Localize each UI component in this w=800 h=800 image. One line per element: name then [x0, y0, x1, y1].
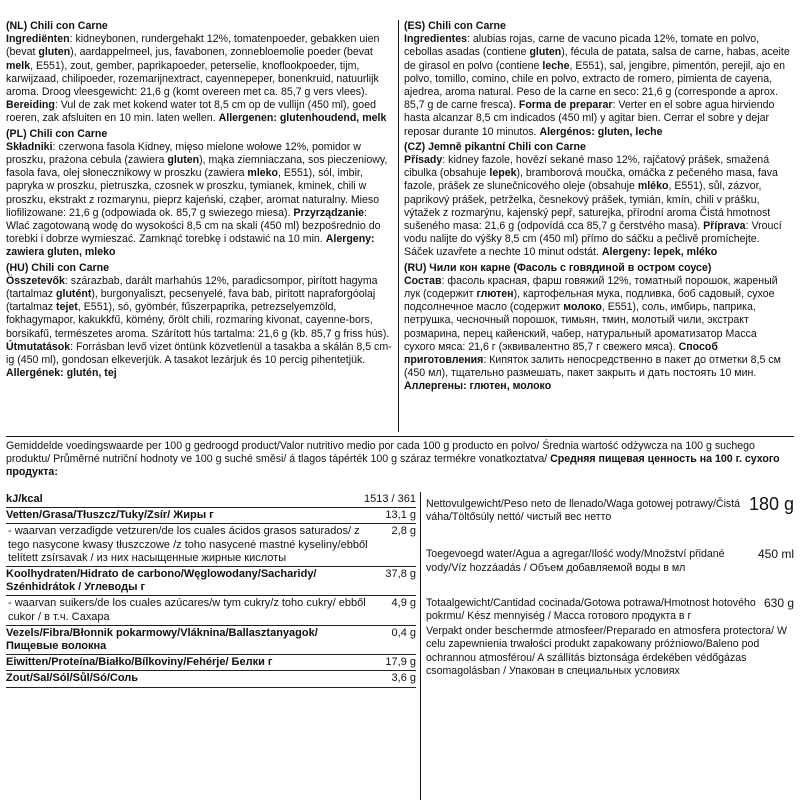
- allergen-statement: Alergeny: zawiera gluten, mleko: [6, 233, 375, 259]
- nutrition-header: [6, 440, 794, 480]
- ingredients-text: ), mąka ziemniaczana, sos pieczeniowy, fasola fava, olej słonecznikowy w proszku (zawiera: [6, 154, 388, 180]
- nutrient-name: kJ/kcal: [6, 493, 43, 505]
- preparation-text: : Кипяток залить непосредственно в пакет до отметки 8,5 см (450 мл), тщательно размешать, пакет закрыть и дать постоять 10 мин.: [404, 354, 781, 380]
- total-weight-row: [426, 597, 794, 623]
- packaging-note: Verpakt onder beschermde atmosfeer/Preparado en atmosfera protectora/ W celu zapewnienia trwałości produkt zapakowany próżniowo/Baleno pod ochrannou atmosférou/ A szállítás biztonsága érdekében védőgázas csomagolásban / Упакован в специальных условиях: [426, 625, 787, 677]
- section-title: (RU) Чили кон карне (Фасоль с говядиной в остром соусе): [404, 261, 712, 274]
- nutrition-divider: [420, 492, 421, 800]
- net-weight-value: 180 g: [748, 494, 794, 514]
- nutrient-value: 4,9 g: [391, 597, 416, 610]
- ingredients-label: Přísady: [404, 154, 443, 167]
- section-cz: [404, 141, 790, 260]
- section-title: (HU) Chili con Carne: [6, 261, 109, 274]
- nutrient-value: 37,8 g: [385, 568, 416, 581]
- preparation-label: Útmutatások: [6, 340, 71, 353]
- water-value: 450 ml: [757, 547, 794, 562]
- allergen-statement: Alergénos: gluten, leche: [539, 125, 663, 138]
- preparation-text: : Forrásban levő vizet öntünk közvetlenül a tasakba a skálán 8,5 cm-ig (450 ml), gondosan elkeverjük. A tasakot lezárjuk és 10 percig pihentetjük.: [6, 340, 392, 367]
- nutrition-table: [6, 492, 416, 688]
- ingredients-text: , E551), соль, имбирь, паприка, петрушка, чесночный порошок, тимьян, тмин, молотый чили, экстракт розмарина, перец кайенский, чабер, натуральный ароматизатор Масса сухого мяса: 21,6 г (эквивалентно 85,7 г свежего мяса).: [404, 301, 757, 353]
- ingredients-text: , E551), sůl, zázvor, paprikový prášek, petrželka, česnekový prášek, tymián, kmín, chili v prášku, výtažek z rozmarýnu, kajenský pepř, saturejka, přírodní aroma Čistá hmotnost sušeného masa: 21,6 g (odpovídá cca 85,7 g čerstvého masa).: [404, 180, 771, 233]
- section-title: (ES) Chili con Carne: [404, 20, 506, 32]
- nutrient-value: 3,6 g: [391, 672, 416, 685]
- ingredients-label: Состав: [404, 274, 442, 287]
- total-weight-value: 630 g: [763, 595, 794, 610]
- section-nl: [6, 20, 392, 126]
- ingredients-text: : alubias rojas, carne de vacuno picada 12%, tomate en polvo, cebollas asadas (contiene: [404, 33, 760, 59]
- nutrition-row-salt: [6, 671, 416, 687]
- nutrition-row-saturates: [6, 524, 416, 567]
- ingredients-text: ), burgonyaliszt, pecsenyelé, fava bab, pirított napraforgóolaj (tartalmaz: [6, 288, 376, 314]
- preparation-text: : Vul de zak met kokend water tot 8,5 cm op de vullijn (450 ml), goed roeren, zak afsluiten en 10 min. laten wellen.: [6, 99, 376, 125]
- preparation-text: : Vroucí vodu nalijte do výšky 8,5 cm (450 ml) přímo do sáčku a pečlivě promíchejte. Sáček uzavřete a nechte 10 minut odstát.: [404, 220, 782, 259]
- nutrition-row-fat: [6, 508, 416, 524]
- section-ru: [404, 262, 790, 394]
- allergen-word: leche: [542, 59, 570, 72]
- ingredients-text: , E551), zout, gember, paprikapoeder, peterselie, knoflookpoeder, tijm, karwijzaad, chilipoeder, rozemarijnextract, cayennepeper, bonenkruid, natuurlijk aroma. Droog vleesgewicht: 21,6 g (komt overeen met ca. 85,7 g vers vlees).: [6, 59, 379, 99]
- nutrient-name: - waarvan verzadigde vetzuren/de los cuales ácidos grasos saturados/ z tego nasycone kwasy tłuszczowe /z toho nasycené mastné kyseliny/ebből telített zsírsavak / из них насыщенные жирные кислоты: [8, 525, 368, 564]
- allergen-word: gluten: [167, 154, 200, 167]
- net-weight-label: Nettovulgewicht/Peso neto de llenado/Waga gotowej potrawy/Čistá váha/Töltősúly nettó/ чистый вес нетто: [426, 498, 741, 524]
- ingredients-text: , E551), só, gyömbér, fűszerpaprika, petrezselyemzöld, fokhagymapor, kakukkfű, kömény, őrölt chili, rozmaring kivonat, cayenne-bors, borsikafű, természetes aroma. Szárított hús tartalma: 21,6 g (kb. 85,7 g friss hús).: [6, 301, 390, 340]
- nutrient-value: 17,9 g: [385, 656, 416, 669]
- ingredients-text: ), fécula de patata, salsa de carne, habas, aceite de girasol en polvo (contiene: [404, 46, 790, 72]
- nutrition-row-protein: [6, 655, 416, 671]
- nutrient-name: - waarvan suikers/de los cuales azúcares/w tym cukry/z toho cukry/ ebből cukor / в т.ч. Сахара: [8, 597, 366, 623]
- preparation-text: : Wlać zagotowaną wodę do wysokości 8,5 cm na skali (450 ml) bezpośrednio do torebki i dobrze wymieszać. Zamknąć torebkę i odstawić na 10 min.: [6, 206, 381, 246]
- allergen-word: gluten: [38, 46, 71, 59]
- nutrient-name: Koolhydraten/Hidrato de carbono/Węglowodany/Sacharidy/ Szénhidrátok / Углеводы г: [6, 568, 317, 594]
- section-title: (PL) Chili con Carne: [6, 127, 108, 140]
- net-weight-row: [426, 494, 794, 524]
- allergen-statement: Alergeny: lepek, mléko: [601, 246, 718, 259]
- preparation-label: Способ приготовления: [404, 340, 718, 367]
- nutrition-row-fibre: [6, 626, 416, 655]
- preparation-label: Forma de preparar: [518, 99, 613, 112]
- nutrition-header-ru: Средняя пищевая ценность на 100 г. сухого продукта:: [6, 453, 780, 479]
- preparation-label: Przyrządzanie: [293, 206, 365, 219]
- section-title: (NL) Chili con Carne: [6, 20, 108, 32]
- ingredients-text: : szárazbab, darált marhahús 12%, paradicsompor, pirított hagyma (tartalmaz: [6, 274, 378, 301]
- column-divider: [398, 20, 399, 432]
- ingredients-text: ), aardappelmeel, jus, favabonen, zonnebloemolie poeder (bevat: [70, 46, 373, 59]
- water-label: Toegevoegd water/Agua a agregar/Ilość wody/Množství přidané vody/Víz hozzáadás / Объем добавляемой воды в мл: [426, 548, 725, 574]
- ingredients-text: : czerwona fasola Kidney, mięso mielone wołowe 12%, pomidor w proszku, prażona cebula (zawiera: [6, 140, 361, 167]
- allergen-word: tejet: [56, 301, 78, 314]
- ingredients-text: : фасоль красная, фарш говяжий 12%, томатный порошок, жареный лук (содержит: [404, 274, 778, 301]
- allergen-statement: Allergének: glutén, tej: [6, 367, 117, 380]
- section-hu: [6, 262, 392, 381]
- allergen-word: glutént: [56, 288, 92, 301]
- preparation-label: Bereiding: [6, 99, 55, 112]
- nutrient-name: Zout/Sal/Sól/Sůl/Só/Соль: [6, 672, 139, 685]
- ingredients-label: Ingrediënten: [6, 33, 70, 46]
- section-es: [404, 20, 790, 139]
- water-row: [426, 548, 794, 574]
- allergen-word: mleko: [247, 167, 279, 180]
- total-weight-label: Totaalgewicht/Cantidad cocinada/Gotowa potrawa/Hmotnost hotového pokrmu/ Kész mennyiség / Масса готового продукта в г: [426, 596, 756, 623]
- nutrition-row-carbohydrate: [6, 567, 416, 596]
- nutrient-name: Vetten/Grasa/Tłuszcz/Tuky/Zsír/ Жиры г: [6, 509, 214, 522]
- nutrition-row-sugars: [6, 596, 416, 625]
- ingredients-label: Összetevők: [6, 274, 65, 287]
- nutrition-row-energy: [6, 492, 416, 508]
- allergen-word: lepek: [489, 167, 517, 180]
- ingredients-text: ), картофельная мука, подливка, боб садовый, сухое подсолнечное масло (содержит: [404, 288, 775, 314]
- nutrient-value: 0,4 g: [391, 626, 416, 639]
- section-divider: [6, 436, 794, 437]
- ingredients-area: [6, 20, 794, 432]
- nutrient-value: 13,1 g: [385, 509, 416, 522]
- allergen-word: молоко: [563, 301, 602, 314]
- section-title: (CZ) Jemně pikantní Chili con Carne: [404, 140, 586, 153]
- ingredients-text: : kidneybonen, rundergehakt 12%, tomatenpoeder, gebakken uien (bevat: [6, 33, 380, 59]
- package-info: [426, 494, 794, 678]
- preparation-label: Příprava: [703, 220, 746, 233]
- ingredients-text: : kidney fazole, hovězí sekané maso 12%, rajčatový prášek, smažená cibulka (obsahuje: [404, 154, 770, 180]
- allergen-word: melk: [6, 59, 31, 72]
- allergen-word: gluten: [529, 46, 562, 59]
- section-pl: [6, 128, 392, 260]
- allergen-statement: Allergenen: glutenhoudend, melk: [218, 112, 387, 125]
- ingredients-text: , E551), sól, imbir, papryka w proszku, pietruszka, czosnek w proszku, tymianek, kminek, chili w proszku, ekstrakt z rozmarynu, pieprz kajeński, cząber, aromat naturalny. Mieso liofilizowane: 21,6 g (odpowiada ok. 85,7 g swiezego miesa).: [6, 167, 380, 219]
- nutrition-header-text: Gemiddelde voedingswaarde per 100 g gedroogd product/Valor nutritivo medio por cada 100 g producto en polvo/ Średnia wartość odżywcza na 100 g suchego produktu/ Průměrné nutriční hodnoty ve 100 g suché směsi/ á tlagos tápérték 100 g száraz termékre vonatkoztatva/: [6, 440, 755, 466]
- ingredients-text: ), bramborová moučka, omáčka z pečeného masa, fava fazole, prášek ze slunečnicového oleje (obsahuje: [404, 167, 778, 193]
- right-column: [404, 20, 790, 396]
- allergen-statement: Аллергены: глютен, молоко: [404, 380, 552, 393]
- ingredients-label: Ingredientes: [404, 33, 467, 46]
- nutrient-value: 2,8 g: [391, 525, 416, 538]
- ingredients-text: , E551), sal, jengibre, pimentón, perejil, ajo en polvo, tomillo, comino, chile en polvo, extracto de romero, pimienta de cayena, ajedrea, aroma natural. Peso de la carne en seco: 21,6 g (corresponde a aprox. 85,7 g de carne fresca).: [404, 59, 786, 112]
- preparation-text: : Verter en el sobre agua hirviendo hasta alcanzar 8,5 cm indicados (450 ml) y agitar bien. Cerrar el sobre y dejar reposar durante 10 minutos.: [404, 99, 775, 138]
- allergen-word: mléko: [637, 180, 669, 193]
- ingredients-label: Składniki: [6, 140, 53, 153]
- left-column: [6, 20, 392, 382]
- nutrient-value: 1513 / 361: [364, 493, 416, 505]
- allergen-word: глютен: [476, 288, 514, 301]
- nutrient-name: Eiwitten/Proteína/Białko/Bílkoviny/Fehérje/ Белки г: [6, 656, 273, 669]
- nutrient-name: Vezels/Fibra/Błonnik pokarmowy/Vláknina/Ballasztanyagok/ Пищевые волокна: [6, 626, 318, 653]
